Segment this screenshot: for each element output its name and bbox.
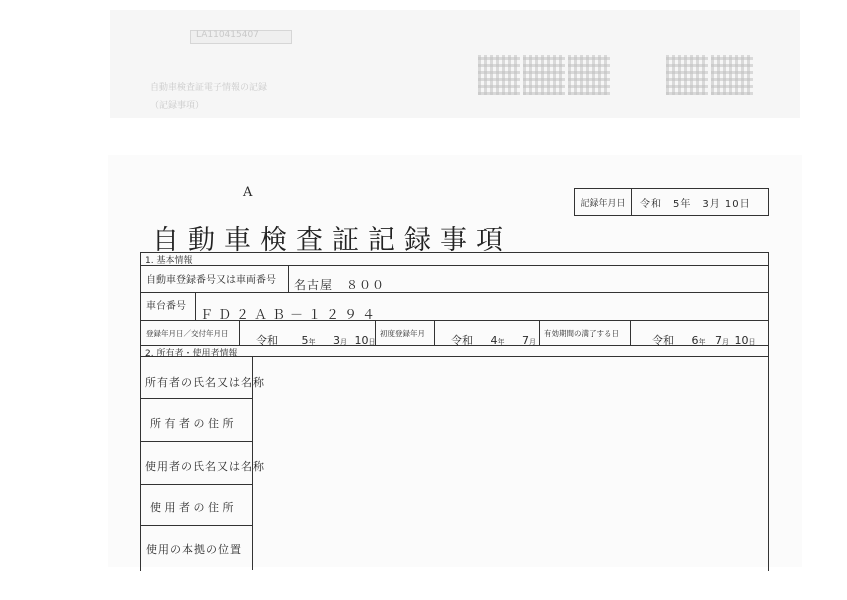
day-unit: 日 bbox=[368, 338, 376, 346]
year: 6 bbox=[691, 334, 699, 347]
month-unit: 月 bbox=[529, 338, 536, 346]
era: 令和 bbox=[256, 334, 278, 347]
reg-date-label: 登録年月日／交付年月日 bbox=[146, 329, 229, 338]
section1-heading: 1. 基本情報 bbox=[145, 256, 193, 266]
record-table bbox=[140, 252, 769, 571]
user-address-label: 使 用 者 の 住 所 bbox=[150, 501, 234, 514]
day-unit: 日 bbox=[748, 338, 756, 346]
qr-code-icon bbox=[711, 55, 753, 95]
qr-code-icon bbox=[568, 55, 610, 95]
col-divider bbox=[288, 265, 289, 292]
row-divider bbox=[140, 398, 252, 399]
first-reg-label: 初度登録年月 bbox=[380, 329, 425, 338]
month: 7 bbox=[715, 334, 722, 347]
qr-code-icon bbox=[523, 55, 565, 95]
month-unit: 月 bbox=[722, 338, 729, 346]
expiry-value bbox=[652, 332, 756, 348]
ghost-line-1: 自動車検査証電子情報の記録 bbox=[150, 83, 268, 93]
day: 10 bbox=[734, 334, 749, 347]
col-divider bbox=[539, 320, 540, 345]
record-date-value: 令和 5年 3月 10日 bbox=[640, 198, 751, 210]
month: 7 bbox=[522, 334, 529, 347]
reg-number-label: 自動車登録番号又は車両番号 bbox=[146, 275, 276, 286]
year-unit: 年 bbox=[698, 338, 706, 346]
qr-code-icon bbox=[666, 55, 708, 95]
month-unit: 月 bbox=[340, 338, 347, 346]
ghost-code: LA110415407 bbox=[196, 30, 259, 40]
col-divider bbox=[239, 320, 240, 345]
row-divider bbox=[140, 484, 252, 485]
month: 3 bbox=[333, 334, 340, 347]
col-divider bbox=[195, 292, 196, 320]
ghost-line-2: （記録事項） bbox=[150, 101, 205, 111]
col-divider bbox=[434, 320, 435, 345]
qr-code-icon bbox=[478, 55, 520, 95]
year: 5 bbox=[301, 334, 309, 347]
row-divider bbox=[140, 525, 252, 526]
row-divider bbox=[140, 265, 768, 266]
user-name-label: 使用者の氏名又は名称 bbox=[145, 460, 265, 473]
reg-number-value: 名古屋 ８００ bbox=[294, 278, 386, 292]
year-unit: 年 bbox=[308, 338, 316, 346]
expiry-label: 有効期間の満了する日 bbox=[544, 329, 619, 338]
first-reg-value bbox=[451, 332, 536, 348]
year-unit: 年 bbox=[497, 338, 505, 346]
record-date-box bbox=[574, 188, 769, 216]
era: 令和 bbox=[451, 334, 473, 347]
day: 10 bbox=[354, 334, 369, 347]
col-divider bbox=[630, 320, 631, 345]
document-title: 自動車検査証記録事項 bbox=[152, 225, 512, 256]
form-type-mark: A bbox=[243, 185, 253, 200]
year: 4 bbox=[490, 334, 498, 347]
base-location-label: 使用の本拠の位置 bbox=[146, 543, 242, 556]
row-divider bbox=[140, 292, 768, 293]
reg-date-value bbox=[256, 332, 376, 348]
section2-heading: 2. 所有者・使用者情報 bbox=[145, 349, 238, 359]
chassis-number-label: 車台番号 bbox=[146, 301, 186, 312]
chassis-number-value: ＦＤ２ＡＢ－１２９４ bbox=[200, 308, 381, 323]
owner-name-label: 所有者の氏名又は名称 bbox=[145, 376, 265, 389]
row-divider bbox=[140, 441, 252, 442]
era: 令和 bbox=[652, 334, 674, 347]
record-date-label: 記録年月日 bbox=[575, 189, 632, 215]
owner-address-label: 所 有 者 の 住 所 bbox=[150, 417, 234, 430]
